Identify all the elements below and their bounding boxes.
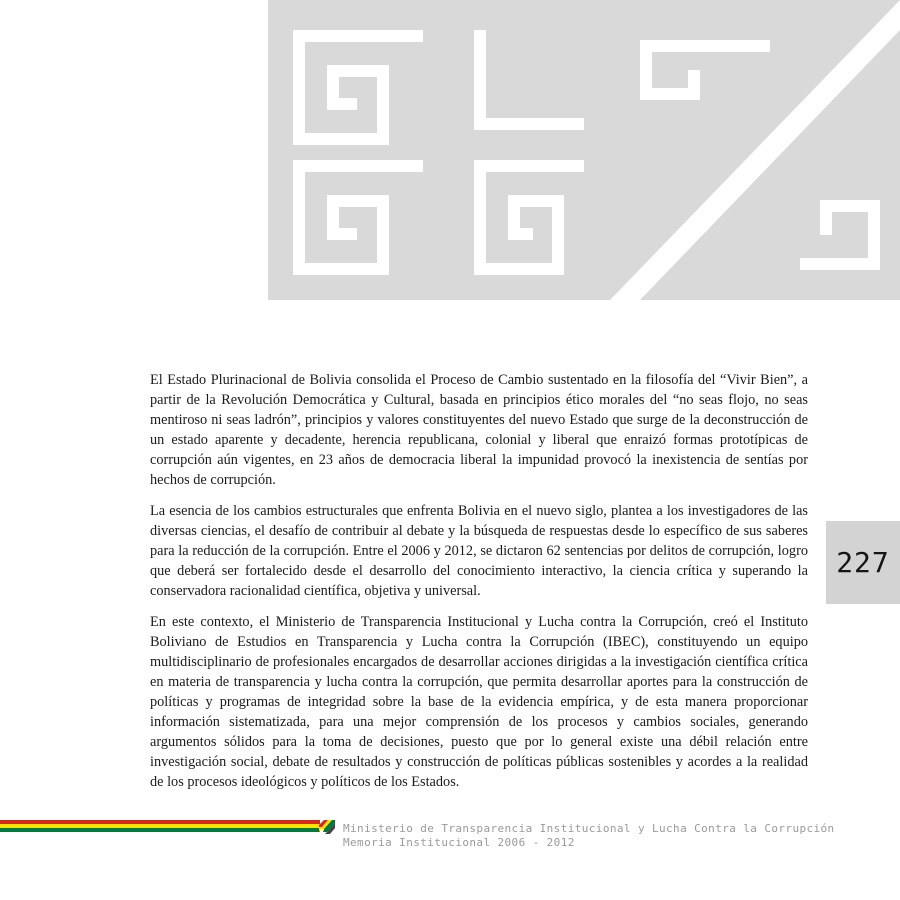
flag-stripe-green xyxy=(0,828,320,832)
andean-fret-pattern-icon xyxy=(0,0,900,310)
paragraph-1: El Estado Plurinacional de Bolivia consolida el Proceso de Cambio sustentado en la filosofía del “Vivir Bien”, a partir de la Revolución Democrática y Cultural, basada en principios ético morales del “no seas flojo, no seas mentiroso ni seas ladrón”, principios y valores constituyentes del nuevo Estado que surge de la deconstrucción de un estado aparente y decadente, herencia republicana, colonial y liberal que enraizó formas prototípicas de corrupción aún vigentes, en 23 años de democracia liberal la impunidad provocó la inexistencia de sentías por hechos de corrupción. xyxy=(150,372,808,488)
body-text xyxy=(150,370,808,803)
fret-pattern-middle xyxy=(448,0,608,300)
footer-ministry: Ministerio de Transparencia Institucional y Lucha Contra la Corrupción xyxy=(343,822,835,835)
paragraph-3: En este contexto, el Ministerio de Transparencia Institucional y Lucha contra la Corrupción, creó el Instituto Boliviano de Estudios en Transparencia y Lucha contra la Corrupción (IBEC), constituyendo un equipo multidisciplinario de profesionales encargados de desarrollar acciones dirigidas a la investigación científica crítica en materia de transparencia y lucha contra la corrupción, que permita desarrollar aportes para la construcción de políticas y programas de integridad sobre la base de la evidencia empírica, y de esta manera proporcionar información sistematizada, para una mejor comprensión de los procesos y cambios sociales, generando argumentos sólidos para la toma de decisiones, puesto que por lo general existe una débil relación entre investigación social, debate de resultados y construcción de políticas públicas sostenibles y acordes a la realidad de los procesos ideológicos y políticos de los Estados. xyxy=(150,614,808,790)
paragraph-2: La esencia de los cambios estructurales que enfrenta Bolivia en el nuevo siglo, plantea a los investigadores de las diversas ciencias, el desafío de contribuir al debate y la búsqueda de respuestas desde lo específico de sus saberes para la reducción de la corrupción. Entre el 2006 y 2012, se dictaron 62 sentencias por delitos de corrupción, logro que deberá ser fortalecido desde el desarrollo del conocimiento interactivo, la ciencia crítica y superando la conservadora racionalidad científica, objetiva y universal. xyxy=(150,503,808,599)
fret-pattern-left xyxy=(268,0,448,300)
fret-pattern-right xyxy=(608,0,900,300)
footer-memoria: Memoria Institucional 2006 - 2012 xyxy=(343,836,575,849)
page-number: 227 xyxy=(836,546,890,579)
bolivia-flag-icon xyxy=(319,820,335,834)
page-number-tab xyxy=(826,521,900,604)
